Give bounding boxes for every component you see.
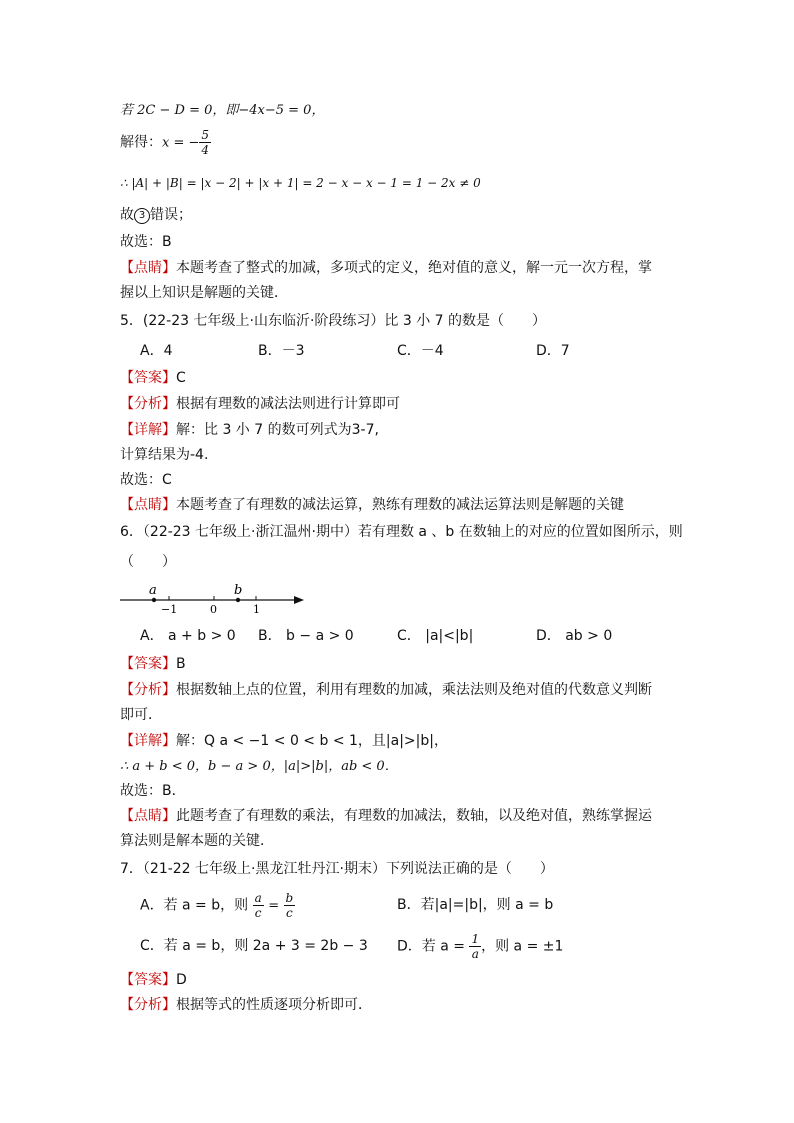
number-line-figure bbox=[118, 578, 308, 618]
q6-detail: 【详解】解：Q a < −1 < 0 < b < 1，且|a|>|b|， bbox=[120, 733, 448, 749]
solution-line-3: ∴ |A| + |B| = |x − 2| + |x + 1| = 2 − x − x − 1 = 1 − 2x ≠ 0 bbox=[120, 176, 481, 190]
q6-option-c: C． |a|<|b| bbox=[397, 628, 474, 644]
q5-answer: 【答案】C bbox=[120, 370, 186, 386]
question-6-stem: 6．（22-23 七年级上·浙江温州·期中）若有理数 a 、b 在数轴上的对应的位置如图所示，则 bbox=[120, 524, 683, 540]
q5-choose: 故选：C bbox=[120, 472, 172, 488]
q5-option-c: C．－4 bbox=[397, 343, 444, 359]
q6-analysis-2: 即可． bbox=[120, 707, 162, 723]
q6-comment: 【点睛】此题考查了有理数的乘法，有理数的加减法，数轴，以及绝对值，熟练掌握运 bbox=[120, 808, 652, 824]
q7-option-c: C．若 a = b，则 2a + 3 = 2b − 3 bbox=[140, 938, 368, 954]
point-b bbox=[236, 598, 240, 602]
q7-option-d: D．若 a = $\frac{1}{a}$ ，则 a = ±1 bbox=[397, 932, 564, 961]
label-zero: 0 bbox=[210, 603, 217, 616]
label-one: 1 bbox=[253, 603, 260, 616]
q6-option-d: D． ab > 0 bbox=[536, 628, 613, 644]
label-a: a bbox=[149, 583, 157, 598]
q5-option-b: B．－3 bbox=[258, 343, 305, 359]
comment-line: 【点睛】本题考查了整式的加减，多项式的定义，绝对值的意义，解一元一次方程，掌 bbox=[120, 260, 652, 276]
circled-number: 3 bbox=[134, 208, 150, 224]
question-7-stem: 7．（21-22 七年级上·黑龙江牡丹江·期末）下列说法正确的是（ ） bbox=[120, 861, 554, 877]
q6-analysis: 【分析】根据数轴上点的位置，利用有理数的加减，乘法法则及绝对值的代数意义判断 bbox=[120, 682, 652, 698]
question-5-stem: 5．(22-23 七年级上·山东临沂·阶段练习）比 3 小 7 的数是（ ） bbox=[120, 313, 547, 329]
solution-line-2: 解得：x = − $\frac{5}{4}$ bbox=[120, 128, 210, 157]
q5-analysis: 【分析】根据有理数的减法法则进行计算即可 bbox=[120, 396, 400, 412]
q7-analysis: 【分析】根据等式的性质逐项分析即可． bbox=[120, 997, 372, 1013]
q5-comment: 【点睛】本题考查了有理数的减法运算，熟练有理数的减法运算法则是解题的关键 bbox=[120, 497, 624, 513]
q6-detail-2: ∴ a + b < 0，b − a > 0，|a|>|b|，ab < 0． bbox=[120, 759, 398, 774]
solution-line-4: 故 3 错误； bbox=[120, 207, 192, 223]
q7-option-b: B．若|a|=|b|，则 a = b bbox=[397, 897, 554, 913]
q6-choose: 故选：B． bbox=[120, 783, 186, 799]
label-minus-one: −1 bbox=[161, 603, 178, 616]
q6-option-a: A． a + b > 0 bbox=[140, 628, 236, 644]
q5-option-a: A．4 bbox=[140, 343, 173, 359]
arrow-icon bbox=[294, 596, 304, 604]
q6-answer: 【答案】B bbox=[120, 656, 186, 672]
comment-line-2: 握以上知识是解题的关键． bbox=[120, 285, 288, 301]
q5-option-d: D．7 bbox=[536, 343, 570, 359]
point-a bbox=[152, 598, 156, 602]
solution-line-1: 若 2C − D = 0，即−4x−5 = 0， bbox=[120, 103, 325, 118]
question-6-stem-2: （ ） bbox=[120, 554, 176, 570]
choose-line: 故选：B bbox=[120, 234, 172, 250]
q7-option-a: A．若 a = b，则 $\frac{a}{c}$ = $\frac{b}{c}$ bbox=[140, 891, 294, 920]
label-b: b bbox=[234, 583, 243, 598]
q6-option-b: B． b − a > 0 bbox=[258, 628, 354, 644]
fraction: $\frac{5}{4}$ bbox=[201, 128, 210, 157]
q7-answer: 【答案】D bbox=[120, 972, 187, 988]
q5-detail-2: 计算结果为-4. bbox=[120, 447, 209, 463]
q6-comment-2: 算法则是解本题的关键． bbox=[120, 833, 274, 849]
q5-detail: 【详解】解：比 3 小 7 的数可列式为3-7, bbox=[120, 422, 379, 438]
